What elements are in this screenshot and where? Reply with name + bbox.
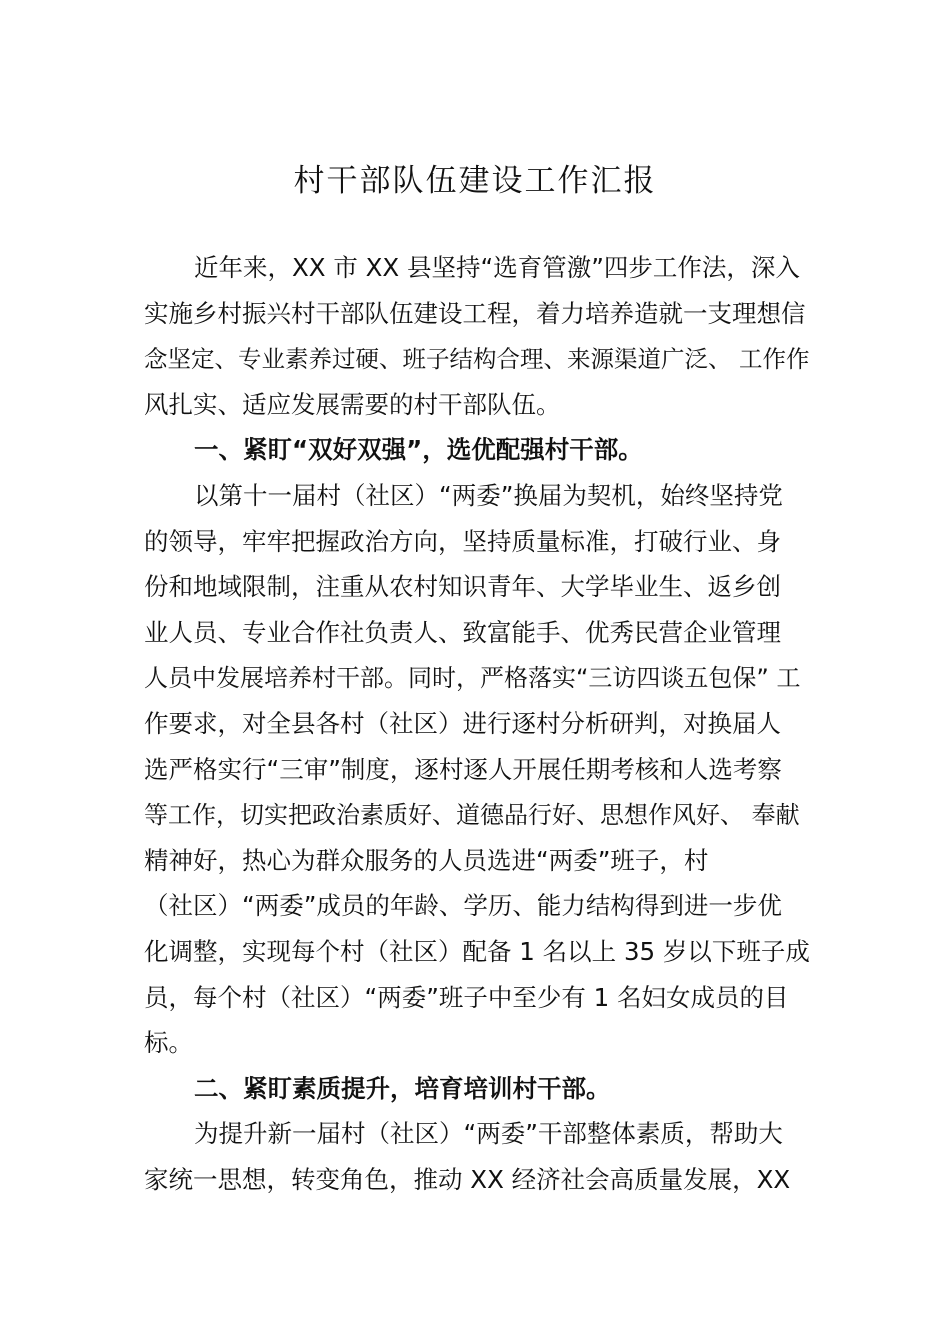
paragraph-line: 选严格实行“三审”制度，逐村逐人开展任期考核和人选考察 [144,754,782,784]
section-heading: 二、紧盯素质提升，培育培训村干部。 [194,1073,611,1103]
paragraph-line: 念坚定、专业素养过硬、班子结构合理、来源渠道广泛、 工作作 [144,345,810,374]
paragraph-line: 人员中发展培养村干部。同时，严格落实“三访四谈五包保” 工 [144,664,801,693]
paragraph-line: 标。 [144,1028,193,1058]
paragraph-line: 风扎实、适应发展需要的村干部队伍。 [144,389,561,419]
paragraph-line: 为提升新一届村（社区）“两委”干部整体素质，帮助大 [194,1119,783,1149]
paragraph-line: 家统一思想，转变角色，推动 XX 经济社会高质量发展，XX [144,1165,791,1194]
document-title: 村干部队伍建设工作汇报 [293,163,657,199]
section-heading: 一、紧盯“双好双强”，选优配强村干部。 [194,435,643,465]
paragraph-line: 实施乡村振兴村干部队伍建设工程，着力培养造就一支理想信 [144,298,806,328]
paragraph-line: 的领导，牢牢把握政治方向，坚持质量标准，打破行业、身 [144,526,781,556]
paragraph-line: 业人员、专业合作社负责人、致富能手、优秀民营企业管理 [144,617,781,647]
paragraph-line: （社区）“两委”成员的年龄、学历、能力结构得到进一步优 [144,891,782,921]
paragraph-line: 份和地域限制，注重从农村知识青年、大学毕业生、返乡创 [144,572,781,602]
paragraph-line: 精神好，热心为群众服务的人员选进“两委”班子，村 [144,845,709,875]
paragraph-line: 等工作，切实把政治素质好、道德品行好、思想作风好、 奉献 [144,801,800,830]
paragraph-line: 员，每个村（社区）“两委”班子中至少有 1 名妇女成员的目 [144,982,789,1012]
paragraph-line: 近年来，XX 市 XX 县坚持“选育管激”四步工作法，深入 [194,253,800,282]
paragraph-line: 以第十一届村（社区）“两委”换届为契机，始终坚持党 [194,481,783,510]
paragraph-line: 化调整，实现每个村（社区）配备 1 名以上 35 岁以下班子成 [144,937,810,966]
paragraph-line: 作要求，对全县各村（社区）进行逐村分析研判，对换届人 [144,709,781,738]
